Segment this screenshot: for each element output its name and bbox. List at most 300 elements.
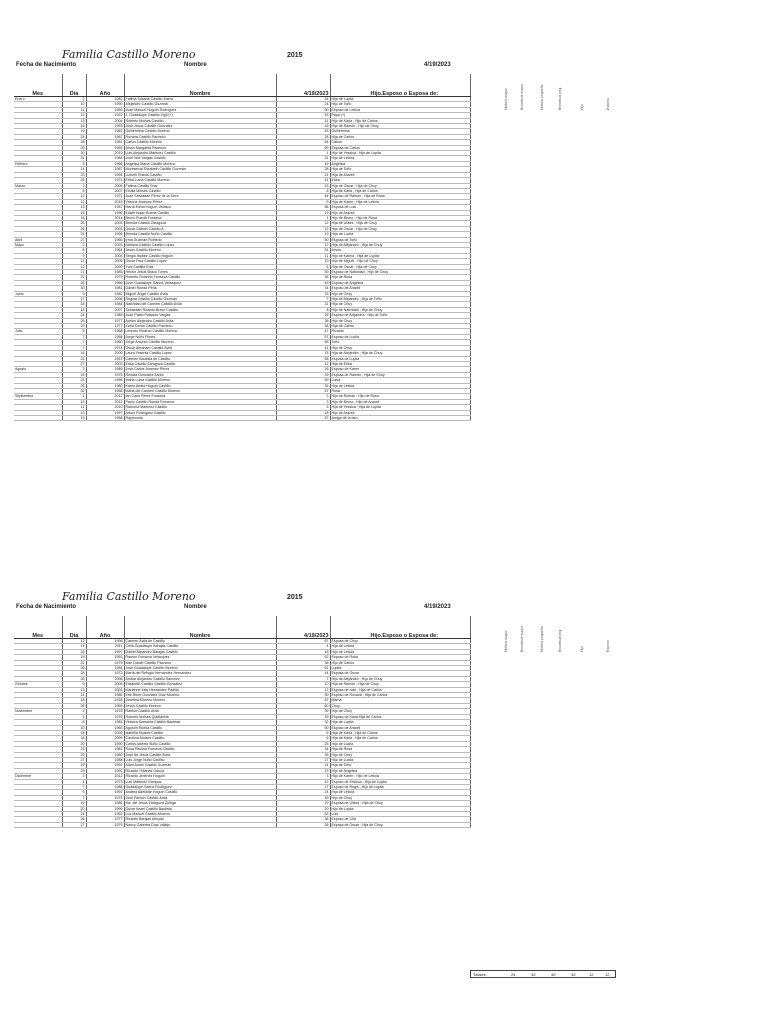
cell-relacion: Hijo de Chuy bbox=[330, 345, 470, 350]
cell-relacion: Hijo de Oscar ; Hijo de Chuy bbox=[330, 226, 470, 231]
cell-edad: 30 bbox=[276, 693, 330, 698]
cell-mes: Noviembre bbox=[14, 709, 62, 714]
cell-nombre: Celia Guadalupe Barajas Castillo bbox=[124, 644, 276, 649]
cell-ano: 1993 bbox=[86, 124, 124, 129]
check-headers-1 bbox=[500, 70, 620, 110]
cell-edad: 20 bbox=[276, 806, 330, 811]
col-ano: Año bbox=[86, 74, 124, 97]
cell-edad: 8 bbox=[276, 307, 330, 312]
cell-relacion: Angélica bbox=[330, 161, 470, 166]
cell-edad: 87 bbox=[276, 698, 330, 703]
cell-nombre: Guadalupe Saenz Rodríguez bbox=[124, 784, 276, 789]
cell-ano: 2014 bbox=[86, 215, 124, 220]
cell-relacion: Lupita bbox=[330, 666, 470, 671]
cell-edad: 11 bbox=[276, 253, 330, 258]
cell-edad: 12 bbox=[276, 361, 330, 366]
cell-ano: 1974 bbox=[86, 345, 124, 350]
cell-edad: 40 bbox=[276, 795, 330, 800]
cell-ano: 1954 bbox=[86, 666, 124, 671]
cell-ano: 1922 bbox=[86, 113, 124, 118]
cell-nombre: Oscar Gabriel Castillo A. bbox=[124, 226, 276, 231]
cell-relacion: Esposo de Yessica ; Hija de Lupita bbox=[330, 779, 470, 784]
cell-edad: 49 bbox=[276, 280, 330, 285]
cell-dia: 12 bbox=[62, 264, 86, 269]
total-value: 24 bbox=[511, 971, 516, 977]
cell-relacion: Esposo de Natividad ; Hijo de Chuy bbox=[330, 270, 470, 275]
cell-mes: Mayo bbox=[14, 242, 62, 247]
cell-dia: 30 bbox=[62, 676, 86, 681]
cell-relacion: Rosa bbox=[330, 388, 470, 393]
cell-dia: 1 bbox=[62, 709, 86, 714]
cell-edad: 8 bbox=[276, 188, 330, 193]
table-header bbox=[14, 616, 470, 639]
cell-ano: 1985 bbox=[86, 270, 124, 275]
cell-nombre: Rosa Paulina Fonseca Castillo bbox=[124, 747, 276, 752]
cell-ano: 1979 bbox=[86, 275, 124, 280]
cell-ano: 1976 bbox=[86, 709, 124, 714]
cell-edad: 47 bbox=[276, 329, 330, 334]
check-column-label: Bisnieto/a mayor bbox=[520, 625, 524, 652]
cell-relacion: Hija de Ramón ; Hija de Chuy bbox=[330, 682, 470, 687]
cell-ano: 2003 bbox=[86, 221, 124, 226]
cell-edad: 23 bbox=[276, 768, 330, 773]
cell-relacion: Chuy bbox=[330, 703, 470, 708]
cell-relacion: Esposo de Leticia bbox=[330, 107, 470, 112]
cell-mes: Abril bbox=[14, 237, 62, 242]
cell-dia: 10 bbox=[62, 399, 86, 404]
cell-dia: 10 bbox=[62, 102, 86, 107]
cell-edad: 44 bbox=[276, 194, 330, 199]
cell-ano: 1992 bbox=[86, 768, 124, 773]
cell-relacion: Hija de Yessica ; Hija de Lupita bbox=[330, 405, 470, 410]
cell-edad: 24 bbox=[276, 102, 330, 107]
cell-edad: 39 bbox=[276, 709, 330, 714]
cell-relacion: Hija de Lucila bbox=[330, 232, 470, 237]
cell-dia: 11 bbox=[62, 405, 86, 410]
cell-relacion: Hija de Ulises ; Hija de Chuy bbox=[330, 221, 470, 226]
cell-nombre: Roberto Moisés Quintanilla bbox=[124, 714, 276, 719]
cell-edad: 12 bbox=[276, 687, 330, 692]
cell-edad: 12 bbox=[276, 226, 330, 231]
cell-edad: 12 bbox=[276, 242, 330, 247]
check-column-header bbox=[504, 70, 516, 110]
cell-nombre: Luis Martínez Campos bbox=[124, 779, 276, 784]
cell-relacion: Hijo de Angélica bbox=[330, 768, 470, 773]
cell-edad: 30 bbox=[276, 270, 330, 275]
cell-ano: 1956 bbox=[86, 378, 124, 383]
cell-ano: 1981 bbox=[86, 286, 124, 291]
cell-nombre: Nancy Gabriela Díaz Vallejo bbox=[124, 822, 276, 827]
cell-nombre: Fatima Susana Castillo Ibarra bbox=[124, 97, 276, 102]
cell-ano: 1979 bbox=[86, 660, 124, 665]
cell-edad: 36 bbox=[276, 275, 330, 280]
cell-nombre: Roxana Castillo Pacheco bbox=[124, 134, 276, 139]
col-dia: Día bbox=[62, 616, 86, 639]
cell-relacion: Esposo de Ramón ; Hija de Rosa bbox=[330, 194, 470, 199]
cell-nombre: Arturo Rodríguez Castillo bbox=[124, 410, 276, 415]
cell-mes bbox=[14, 415, 62, 420]
cell-mes: Diciembre bbox=[14, 774, 62, 779]
cell-nombre: Paulo Castillo Rueda Fonseca bbox=[124, 399, 276, 404]
cell-nombre: Héctor Jesús Bravo Torres bbox=[124, 270, 276, 275]
cell-relacion: Luis bbox=[330, 812, 470, 817]
page-title: Familia Castillo Moreno bbox=[62, 590, 196, 603]
date-label: 4/19/2023 bbox=[424, 62, 451, 68]
cell-edad: 39 bbox=[276, 372, 330, 377]
col-mes: Mes bbox=[14, 74, 62, 97]
cell-dia: 26 bbox=[62, 226, 86, 231]
cell-relacion: Guillermina bbox=[330, 129, 470, 134]
cell-edad: 3 bbox=[276, 774, 330, 779]
cell-relacion: Hijo de Leticia bbox=[330, 649, 470, 654]
cell-dia: 8 bbox=[62, 720, 86, 725]
cell-edad: 58 bbox=[276, 205, 330, 210]
cell-relacion: Hijo de Alejandro ; Hijo de Chuy bbox=[330, 676, 470, 681]
check-column-label: Nieto/a pequeño bbox=[540, 84, 544, 110]
cell-ano: 1976 bbox=[86, 714, 124, 719]
cell-nombre: Jorge Nuño Flores bbox=[124, 334, 276, 339]
cell-ano: 1996 bbox=[86, 210, 124, 215]
cell-ano: 2012 bbox=[86, 399, 124, 404]
cell-relacion: Esposa de Carlos bbox=[330, 145, 470, 150]
cell-nombre: Isabella Moisés Castillo bbox=[124, 730, 276, 735]
cell-dia: 16 bbox=[62, 351, 86, 356]
cell-ano: 2009 bbox=[86, 730, 124, 735]
cell-edad: 3 bbox=[276, 394, 330, 399]
cell-nombre: Brenda Castillo Nuño Castillo bbox=[124, 232, 276, 237]
cell-relacion: Hija de Oscar ; Hija de Chuy bbox=[330, 264, 470, 269]
cell-dia: 17 bbox=[62, 297, 86, 302]
check-column-header bbox=[558, 70, 570, 110]
cell-edad: 36 bbox=[276, 660, 330, 665]
cell-edad: 41 bbox=[276, 345, 330, 350]
cell-nombre: José Carlos Jiménez Pérez bbox=[124, 367, 276, 372]
cell-ano: 1991 bbox=[86, 763, 124, 768]
cell-relacion: Hijo de Bruno ; Hijo de Rosa bbox=[330, 215, 470, 220]
cell-mes: Febrero bbox=[14, 161, 62, 166]
cell-mes: Enero bbox=[14, 97, 62, 102]
cell-nombre: Carmen Ávila de Castillo bbox=[124, 639, 276, 644]
cell-dia: 30 bbox=[62, 388, 86, 393]
cell-ano: 1989 bbox=[86, 367, 124, 372]
cell-edad: 11 bbox=[276, 118, 330, 123]
cell-relacion: Esposa de Luis bbox=[330, 205, 470, 210]
cell-relacion: Toño bbox=[330, 340, 470, 345]
cell-nombre: Luz Manuel Castillo Moreno bbox=[124, 812, 276, 817]
cell-nombre: Renata Gonzalez Zarza bbox=[124, 372, 276, 377]
cell-mes: Junio bbox=[14, 291, 62, 296]
cell-dia: 27 bbox=[62, 361, 86, 366]
cell-edad: 55 bbox=[276, 340, 330, 345]
cell-ano: 2004 bbox=[86, 118, 124, 123]
cell-relacion: Esposo de Karla Hija de Carlos bbox=[330, 714, 470, 719]
cell-relacion: Hijo de Lucila bbox=[330, 757, 470, 762]
cell-relacion: Hija de Oscar ; Hija de Chuy bbox=[330, 183, 470, 188]
cell-relacion: Amigo de la fam. bbox=[330, 415, 470, 420]
cell-nombre: Maria Luisa Castillo Moreno bbox=[124, 378, 276, 383]
cell-nombre: Sergio Ibañez Castillo Hoguín bbox=[124, 253, 276, 258]
cell-dia: 11 bbox=[62, 107, 86, 112]
cell-edad: 1 bbox=[276, 215, 330, 220]
cell-dia: 14 bbox=[62, 693, 86, 698]
cell-dia: 24 bbox=[62, 134, 86, 139]
col-relacion: Hijo.Esposo o Esposa de: bbox=[330, 74, 470, 97]
cell-edad: 38 bbox=[276, 324, 330, 329]
cell-ano: 1997 bbox=[86, 649, 124, 654]
cell-dia: 23 bbox=[62, 747, 86, 752]
cell-edad: 3 bbox=[276, 399, 330, 404]
cell-relacion: Esposo de Rosa bbox=[330, 655, 470, 660]
cell-dia: 22 bbox=[62, 660, 86, 665]
cell-dia: 7 bbox=[62, 795, 86, 800]
cell-nombre: Guillermina Castillo Moreno bbox=[124, 129, 276, 134]
cell-dia: 13 bbox=[62, 415, 86, 420]
cell-edad: 38 bbox=[276, 318, 330, 323]
birthday-table-1 bbox=[14, 74, 471, 421]
cell-edad: 57 bbox=[276, 388, 330, 393]
cell-ano: 2003 bbox=[86, 687, 124, 692]
cell-nombre: Andrea Adelaide Hoguín Castillo bbox=[124, 790, 276, 795]
cell-edad: 26 bbox=[276, 367, 330, 372]
cell-dia: 1 bbox=[62, 394, 86, 399]
cell-relacion: Hija de Rosa bbox=[330, 747, 470, 752]
cell-relacion: Hijo de Lupita bbox=[330, 806, 470, 811]
cell-ano: 1955 bbox=[86, 145, 124, 150]
cell-edad: 1 bbox=[276, 151, 330, 156]
cell-dia: 1 bbox=[62, 183, 86, 188]
cell-dia: 5 bbox=[62, 161, 86, 166]
cell-relacion: Hijo de Bruno ; Hijo de Araceli bbox=[330, 399, 470, 404]
cell-relacion: Esposa de Ramón ; Hija de Chuy bbox=[330, 372, 470, 377]
cell-dia: 6 bbox=[62, 188, 86, 193]
cell-ano: 2003 bbox=[86, 242, 124, 247]
cell-dia: 23 bbox=[62, 378, 86, 383]
cell-edad: 31 bbox=[276, 302, 330, 307]
cell-ano: 1976 bbox=[86, 372, 124, 377]
cell-nombre: Daniel Rueda Peña bbox=[124, 286, 276, 291]
check-column-header bbox=[580, 612, 592, 652]
cell-nombre: Ricardo Barajas Ahuyas bbox=[124, 817, 276, 822]
cell-nombre: Carlos Castillo Moreno bbox=[124, 140, 276, 145]
cell-mes: Octubre bbox=[14, 682, 62, 687]
cell-ano: 1958 bbox=[86, 415, 124, 420]
col-nombre: Nombre bbox=[124, 616, 276, 639]
cell-relacion: Hija de Karla ; Hija de Carlos bbox=[330, 730, 470, 735]
check-column-label: Nieto/a pequeño bbox=[540, 626, 544, 652]
cell-relacion: Hijo de Chuy bbox=[330, 752, 470, 757]
cell-relacion: Ricardo bbox=[330, 329, 470, 334]
total-value: 40 bbox=[551, 971, 556, 977]
cell-relacion: Hijo de Lucila bbox=[330, 741, 470, 746]
cell-ano: 1980 bbox=[86, 752, 124, 757]
cell-relacion: Hijo de Leticia bbox=[330, 156, 470, 161]
cell-ano: 1973 bbox=[86, 671, 124, 676]
cell-dia: 18 bbox=[62, 736, 86, 741]
cell-edad: 35 bbox=[276, 752, 330, 757]
check-column-label: Hijo bbox=[580, 103, 584, 110]
cell-ano: 1986 bbox=[86, 801, 124, 806]
cell-dia: 12 bbox=[62, 199, 86, 204]
check-column-header bbox=[504, 612, 516, 652]
cell-edad: 12 bbox=[276, 221, 330, 226]
cell-edad: 34 bbox=[276, 747, 330, 752]
cell-relacion: Hijo de Ramón ; Hijo de Chuy bbox=[330, 124, 470, 129]
cell-dia: 26 bbox=[62, 817, 86, 822]
col-mes: Mes bbox=[14, 616, 62, 639]
cell-relacion: Hijo de Carlos bbox=[330, 660, 470, 665]
cell-ano: 2012 bbox=[86, 774, 124, 779]
cell-nombre: José Noé Vargas Castillo bbox=[124, 156, 276, 161]
totals-row bbox=[470, 970, 616, 978]
cell-relacion: Esposa de Chuy bbox=[330, 639, 470, 644]
year-label: 2015 bbox=[287, 52, 303, 59]
cell-nombre: Roberto Rolando Fonseca Castillo bbox=[124, 275, 276, 280]
cell-edad: 50 bbox=[276, 725, 330, 730]
cell-ano: 2010 bbox=[86, 405, 124, 410]
cell-nombre: Luis Jorge Nuño Castillo bbox=[124, 757, 276, 762]
cell-ano: 2009 bbox=[86, 264, 124, 269]
cell-ano: 1979 bbox=[86, 822, 124, 827]
cell-edad: 27 bbox=[276, 784, 330, 789]
cell-ano: 1955 bbox=[86, 703, 124, 708]
cell-edad: 44 bbox=[276, 671, 330, 676]
cell-relacion: Hija de Chuy bbox=[330, 302, 470, 307]
header-row bbox=[16, 604, 466, 614]
cell-dia: 3 bbox=[62, 367, 86, 372]
cell-edad: 25 bbox=[276, 741, 330, 746]
check-column-header bbox=[540, 70, 552, 110]
check-column-label: Esposo bbox=[606, 640, 610, 652]
cell-relacion: Carlos bbox=[330, 140, 470, 145]
cell-edad: 62 bbox=[276, 655, 330, 660]
check-column-header bbox=[520, 612, 532, 652]
cell-edad: 67 bbox=[276, 639, 330, 644]
cell-ano: 1983 bbox=[86, 720, 124, 725]
cell-dia: 7 bbox=[62, 345, 86, 350]
cell-relacion: Esposa de Iván ; Hija de Carlos bbox=[330, 687, 470, 692]
cell-edad: 33 bbox=[276, 291, 330, 296]
cell-dia: 13 bbox=[62, 205, 86, 210]
cell-nombre: Ámbar Alejandro Castillo Sánchez bbox=[124, 676, 276, 681]
cell-relacion: Hija de Karen ; Hija de Leticia bbox=[330, 199, 470, 204]
cell-relacion: Hija de Toño bbox=[330, 763, 470, 768]
cell-dia: 9 bbox=[62, 790, 86, 795]
cell-ano: 1951 bbox=[86, 140, 124, 145]
cell-nombre: Ricardo Trillanes García bbox=[124, 768, 276, 773]
cell-nombre: Juan Sebastian Pérez de la Torre bbox=[124, 194, 276, 199]
cell-nombre: Luis Alejandro Martínez Castillo bbox=[124, 151, 276, 156]
cell-nombre: Ramona Martínez Castillo bbox=[124, 405, 276, 410]
cell-edad: 93 bbox=[276, 113, 330, 118]
cell-relacion: Papá (+) bbox=[330, 113, 470, 118]
cell-relacion: Hija de Karla ; Hija de Carlos bbox=[330, 736, 470, 741]
cell-nombre: Karla Emilia Castillo Pacheco bbox=[124, 324, 276, 329]
cell-ano: 2005 bbox=[86, 682, 124, 687]
cell-edad: 53 bbox=[276, 129, 330, 134]
cell-edad: 64 bbox=[276, 140, 330, 145]
cell-relacion: Hija de Araceli bbox=[330, 172, 470, 177]
cell-dia: 18 bbox=[62, 698, 86, 703]
cell-edad: 34 bbox=[276, 97, 330, 102]
cell-mes: Marzo bbox=[14, 183, 62, 188]
cell-edad: 34 bbox=[276, 286, 330, 291]
cell-relacion: Esposo de Roxana ; Hija de Carlos bbox=[330, 693, 470, 698]
cell-edad: 39 bbox=[276, 714, 330, 719]
cell-ano: 2008 bbox=[86, 297, 124, 302]
cell-edad: 18 bbox=[276, 649, 330, 654]
totals-label: Totales bbox=[473, 971, 486, 977]
cell-ano: 2008 bbox=[86, 676, 124, 681]
cell-ano: 2009 bbox=[86, 736, 124, 741]
cell-nombre: Yessica Samanta Castillo Bautista bbox=[124, 720, 276, 725]
cell-nombre: Jose Jesus Castillo González bbox=[124, 124, 276, 129]
cell-relacion: Hijo de Natividad ; Hijo de Chuy bbox=[330, 307, 470, 312]
cell-dia: 14 bbox=[62, 644, 86, 649]
cell-ano: 1964 bbox=[86, 248, 124, 253]
cell-dia: 18 bbox=[62, 307, 86, 312]
check-column-label: Nieto/a mayor bbox=[504, 88, 508, 110]
cell-ano: 1974 bbox=[86, 178, 124, 183]
cell-nombre: Leoncio Ricardo Castillo Moreno bbox=[124, 329, 276, 334]
cell-ano: 1955 bbox=[86, 107, 124, 112]
cell-dia: 6 bbox=[62, 248, 86, 253]
cell-dia: 20 bbox=[62, 741, 86, 746]
cell-nombre: Yoni Castillo Díaz bbox=[124, 264, 276, 269]
cell-edad: 35 bbox=[276, 383, 330, 388]
cell-edad: 29 bbox=[276, 801, 330, 806]
cell-relacion: Hijo de Chuy bbox=[330, 709, 470, 714]
cell-dia: 28 bbox=[62, 140, 86, 145]
check-column-label: Hijo bbox=[580, 645, 584, 652]
cell-nombre: Jesús Castillo Moreno bbox=[124, 248, 276, 253]
cell-edad: 4 bbox=[276, 644, 330, 649]
cell-dia: 3 bbox=[62, 774, 86, 779]
cell-ano: 1968 bbox=[86, 329, 124, 334]
cell-edad: 57 bbox=[276, 415, 330, 420]
cell-relacion: Hija de Leticia bbox=[330, 383, 470, 388]
cell-edad: 18 bbox=[276, 410, 330, 415]
cell-nombre: Elizabeth Castillo Castillo González bbox=[124, 682, 276, 687]
cell-ano: 1928 bbox=[86, 698, 124, 703]
cell-edad: 24 bbox=[276, 790, 330, 795]
cell-dia: 5 bbox=[62, 682, 86, 687]
cell-edad: 49 bbox=[276, 161, 330, 166]
cell-nombre: Karen Anaid Hoguín Castillo bbox=[124, 383, 276, 388]
cell-dia: 13 bbox=[62, 410, 86, 415]
cell-relacion: Jesús bbox=[330, 248, 470, 253]
cell-nombre: Agustín Rueda Castillo bbox=[124, 725, 276, 730]
check-column-header bbox=[520, 70, 532, 110]
cell-dia: 29 bbox=[62, 763, 86, 768]
cell-nombre: Oscar Paul Castillo López bbox=[124, 259, 276, 264]
cell-nombre: Iván Daniel Castillo Pacheco bbox=[124, 660, 276, 665]
cell-nombre: Lizbeth Rueda Castillo bbox=[124, 172, 276, 177]
cell-dia: 18 bbox=[62, 730, 86, 735]
cell-dia: 9 bbox=[62, 253, 86, 258]
cell-dia: 4 bbox=[62, 779, 86, 784]
cell-ano: 1965 bbox=[86, 237, 124, 242]
cell-ano: 1988 bbox=[86, 784, 124, 789]
cell-nombre: José Guadalupe Castillo Moreno bbox=[124, 666, 276, 671]
cell-nombre: Fatima Castillo Díaz bbox=[124, 183, 276, 188]
cell-nombre: Ramón Castillo Ávila bbox=[124, 709, 276, 714]
cell-ano: 1987 bbox=[86, 134, 124, 139]
cell-dia: 9 bbox=[62, 291, 86, 296]
cell-nombre: Erik René González Díaz Moreno bbox=[124, 693, 276, 698]
cell-nombre: Miguel Ángel Castillo Ávila bbox=[124, 291, 276, 296]
cell-nombre: José Guadalupe García Velázquez bbox=[124, 280, 276, 285]
cell-nombre: Natividad del Carmen Castillo Ávila bbox=[124, 302, 276, 307]
